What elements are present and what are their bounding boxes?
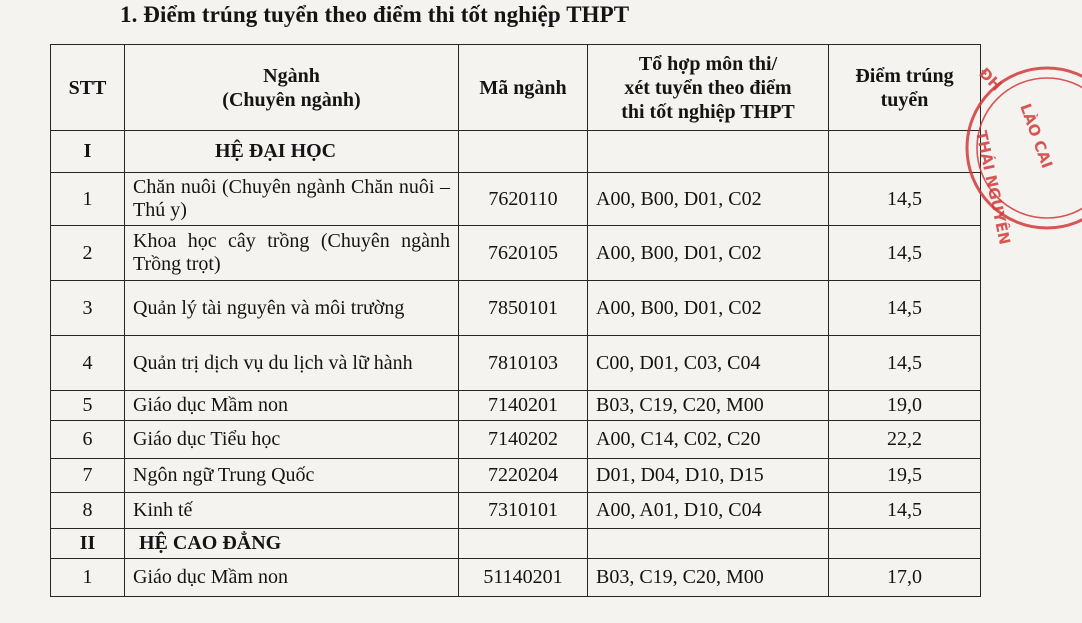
major-name-text: Giáo dục Mầm non (133, 394, 288, 416)
admission-score-table (50, 44, 981, 597)
svg-text:LÀO CAI: LÀO CAI (1016, 101, 1057, 171)
major-code: 7140201 (459, 391, 588, 421)
section-row (51, 131, 981, 173)
col-header-score: Điểm trúng tuyển (829, 45, 981, 131)
admission-score: 19,0 (829, 391, 981, 421)
row-stt: 5 (51, 391, 125, 421)
row-stt: 1 (51, 173, 125, 226)
major-code: 51140201 (459, 559, 588, 597)
subject-combination: B03, C19, C20, M00 (588, 391, 829, 421)
section-row (51, 529, 981, 559)
empty-cell (829, 529, 981, 559)
subject-combination: A00, B00, D01, C02 (588, 226, 829, 281)
major-code: 7140202 (459, 421, 588, 459)
major-name-text: Chăn nuôi (Chuyên ngành Chăn nuôi – Thú y) (133, 176, 450, 221)
major-name (125, 226, 459, 281)
admission-score: 14,5 (829, 493, 981, 529)
table-row (51, 281, 981, 336)
table-row (51, 173, 981, 226)
col-header-code: Mã ngành (459, 45, 588, 131)
table-row (51, 391, 981, 421)
section-title: HỆ CAO ĐẲNG (125, 529, 459, 559)
major-code: 7850101 (459, 281, 588, 336)
table-row (51, 421, 981, 459)
row-stt: 1 (51, 559, 125, 597)
empty-cell (829, 131, 981, 173)
row-stt: 4 (51, 336, 125, 391)
major-name (125, 459, 459, 493)
major-name (125, 421, 459, 459)
row-stt: 8 (51, 493, 125, 529)
empty-cell (588, 131, 829, 173)
major-name-text: Ngôn ngữ Trung Quốc (133, 464, 315, 486)
subject-combination: C00, D01, C03, C04 (588, 336, 829, 391)
major-code: 7620105 (459, 226, 588, 281)
admission-score: 19,5 (829, 459, 981, 493)
major-name (125, 559, 459, 597)
admission-score: 14,5 (829, 173, 981, 226)
admission-score: 14,5 (829, 226, 981, 281)
major-name (125, 281, 459, 336)
col-header-stt: STT (51, 45, 125, 131)
admission-score: 14,5 (829, 336, 981, 391)
section-number: II (51, 529, 125, 559)
major-code: 7810103 (459, 336, 588, 391)
col-header-major: Ngành (Chuyên ngành) (125, 45, 459, 131)
table-body (51, 131, 981, 597)
admission-score: 14,5 (829, 281, 981, 336)
subject-combination: A00, C14, C02, C20 (588, 421, 829, 459)
table-row (51, 226, 981, 281)
subject-combination: A00, B00, D01, C02 (588, 173, 829, 226)
major-name (125, 173, 459, 226)
major-name (125, 493, 459, 529)
table-row (51, 493, 981, 529)
major-name (125, 336, 459, 391)
major-code: 7220204 (459, 459, 588, 493)
empty-cell (459, 131, 588, 173)
section-heading: 1. Điểm trúng tuyển theo điểm thi tốt nghiệp THPT (120, 2, 630, 27)
table-row (51, 336, 981, 391)
major-code: 7310101 (459, 493, 588, 529)
major-name (125, 391, 459, 421)
admission-score: 22,2 (829, 421, 981, 459)
empty-cell (588, 529, 829, 559)
major-name-text: Kinh tế (133, 499, 193, 521)
major-name-text: Giáo dục Mầm non (133, 566, 288, 588)
section-number: I (51, 131, 125, 173)
empty-cell (459, 529, 588, 559)
subject-combination: D01, D04, D10, D15 (588, 459, 829, 493)
row-stt: 7 (51, 459, 125, 493)
table-row (51, 459, 981, 493)
table-row (51, 559, 981, 597)
subject-combination: A00, B00, D01, C02 (588, 281, 829, 336)
svg-text:ĐH: ĐH (975, 64, 1006, 95)
svg-text:THÁI NGUYÊN: THÁI NGUYÊN (972, 129, 1014, 247)
section-title: HỆ ĐẠI HỌC (125, 131, 459, 173)
row-stt: 2 (51, 226, 125, 281)
subject-combination: B03, C19, C20, M00 (588, 559, 829, 597)
row-stt: 3 (51, 281, 125, 336)
subject-combination: A00, A01, D10, C04 (588, 493, 829, 529)
official-seal-stamp (962, 64, 1082, 247)
major-name-text: Giáo dục Tiểu học (133, 428, 281, 450)
major-name-text: Quản trị dịch vụ du lịch và lữ hành (133, 351, 413, 374)
major-name-text: Khoa học cây trồng (Chuyên ngành Trồng trọt) (133, 230, 450, 275)
admission-score: 17,0 (829, 559, 981, 597)
row-stt: 6 (51, 421, 125, 459)
major-code: 7620110 (459, 173, 588, 226)
col-header-combo: Tổ hợp môn thi/ xét tuyển theo điểm thi tốt nghiệp THPT (588, 45, 829, 131)
table-header-row (51, 45, 981, 131)
major-name-text: Quản lý tài nguyên và môi trường (133, 296, 405, 319)
